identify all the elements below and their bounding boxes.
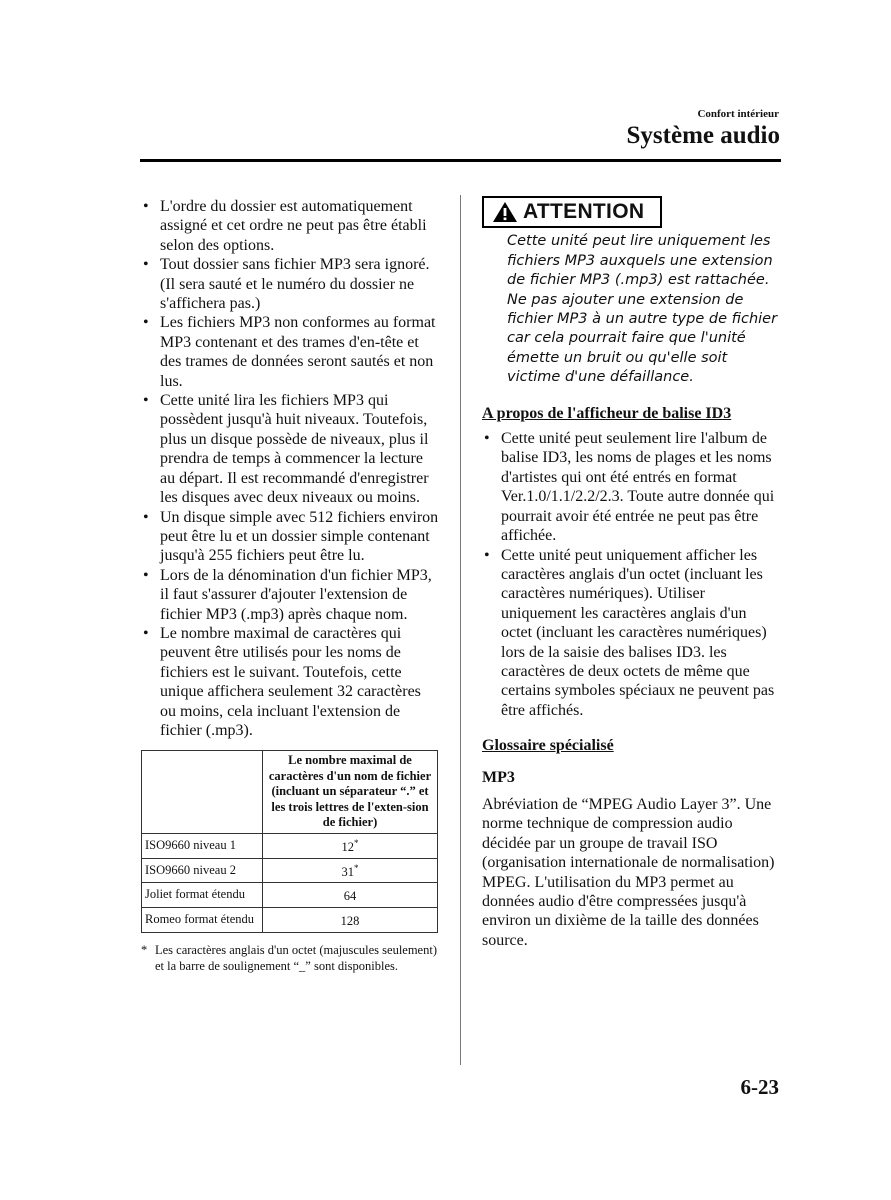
table-row — [142, 833, 438, 858]
mp3-heading: MP3 — [482, 768, 515, 786]
list-item: • Cette unité peut uniquement afficher les caractères anglais d'un octet (incluant les caractères numériques). Utiliser uniquement les caractères anglais d'un octet (incluant les caractères numériques) lors de la saisie des balises ID3. les caractères de deux octets de même que certains symboles spéciaux ne peuvent pas être affichés. — [482, 546, 780, 721]
table-cell-format: ISO9660 niveau 2 — [142, 858, 263, 883]
table-cell-value — [263, 833, 438, 858]
warning-icon — [492, 201, 518, 223]
glossary-heading: Glossaire spécialisé — [482, 737, 614, 755]
right-column — [482, 196, 780, 950]
table-cell-value — [263, 883, 438, 908]
footnote-mark: * — [354, 862, 359, 873]
list-item: • Tout dossier sans fichier MP3 sera ignoré. (Il sera sauté et le numéro du dossier ne s'affichera pas.) — [141, 255, 439, 313]
table-footnote — [141, 942, 439, 975]
footnote-mark: * — [141, 942, 148, 957]
table-row — [142, 858, 438, 883]
mp3-definition: Abréviation de “MPEG Audio Layer 3”. Une norme technique de compression audio décidée par un groupe de travail ISO (organisation internationale de normalisation) MPEG. L'utilisation du MP3 permet au données audio d'être compressées jusqu'à environ un dixième de la taille des données source. — [482, 795, 775, 949]
table-cell-value — [263, 907, 438, 932]
list-item: • Cette unité peut seulement lire l'album de balise ID3, les noms de plages et les noms d'artistes qui ont été entrés en format Ver.1.0/1.1/2.2/2.3. Toute autre donnée qui pourrait avoir été entrée ne peut pas être affichée. — [482, 429, 780, 545]
table-cell-format: Joliet format étendu — [142, 883, 263, 908]
section-label: Confort intérieur — [697, 108, 779, 120]
header-rule — [140, 159, 781, 162]
list-item: • Le nombre maximal de caractères qui peuvent être utilisés pour les noms de fichiers est le suivant. Toutefois, cette unique affichera seulement 32 caractères ou moins, cela incluant l'extension de fichier (.mp3). — [141, 624, 439, 740]
table-header-row — [142, 751, 438, 834]
table-row — [142, 907, 438, 932]
value-text: 64 — [343, 889, 357, 904]
list-item: • Un disque simple avec 512 fichiers environ peut être lu et un dossier simple contenant jusqu'à 255 fichiers peut être lu. — [141, 508, 439, 566]
list-item: • Les fichiers MP3 non conformes au format MP3 contenant et des trames d'en-tête et des trames de données seront sautés et non lus. — [141, 313, 439, 391]
table-row — [142, 883, 438, 908]
list-item: • L'ordre du dossier est automatiquement assigné et cet ordre ne peut pas être établi selon des options. — [141, 197, 439, 255]
footnote-mark: * — [354, 837, 359, 848]
table-header-line1: Le nombre maximal de caractères d'un nom de fichier — [268, 753, 432, 783]
list-item: • Cette unité lira les fichiers MP3 qui possèdent jusqu'à huit niveaux. Toutefois, plus un disque possède de niveaux, plus il prendra de temps à commencer la lecture au départ. Il est recommandé d'enregistrer les disques avec deux niveaux ou moins. — [141, 391, 439, 507]
page-number: 6-23 — [740, 1075, 779, 1099]
mp3-notes-list — [141, 197, 439, 740]
table-cell-format: Romeo format étendu — [142, 907, 263, 932]
filename-length-table — [141, 750, 438, 932]
table-header-line2: (incluant un séparateur “.” et les trois lettres de l'exten-sion de fichier) — [271, 784, 429, 830]
table-cell-format: ISO9660 niveau 1 — [142, 833, 263, 858]
footnote-text: Les caractères anglais d'un octet (majuscules seulement) et la barre de soulignement “_” sont disponibles. — [155, 942, 437, 973]
left-column — [141, 197, 439, 975]
value-text: 31 — [341, 864, 354, 879]
id3-heading: A propos de l'afficheur de balise ID3 — [482, 404, 732, 422]
column-divider — [460, 195, 461, 1065]
page-title: Système audio — [626, 122, 780, 149]
table-header-empty — [142, 751, 263, 834]
list-item: • Lors de la dénomination d'un fichier MP3, il faut s'assurer d'ajouter l'extension de fichier MP3 (.mp3) après chaque nom. — [141, 566, 439, 624]
attention-label: ATTENTION — [523, 200, 645, 224]
table-header — [263, 751, 438, 834]
table-cell-value — [263, 858, 438, 883]
id3-notes-list — [482, 429, 780, 720]
attention-box — [482, 196, 662, 228]
attention-text: Cette unité peut lire uniquement les fichiers MP3 auxquels une extension de fichier MP3 (.mp3) est rattachée. Ne pas ajouter une extension de fichier MP3 à un autre type de fichier car cela pourrait faire que l'unité émette un bruit ou qu'elle soit victime d'une défaillance. — [507, 233, 778, 386]
value-text: 128 — [340, 914, 360, 928]
value-text: 12 — [341, 840, 354, 855]
